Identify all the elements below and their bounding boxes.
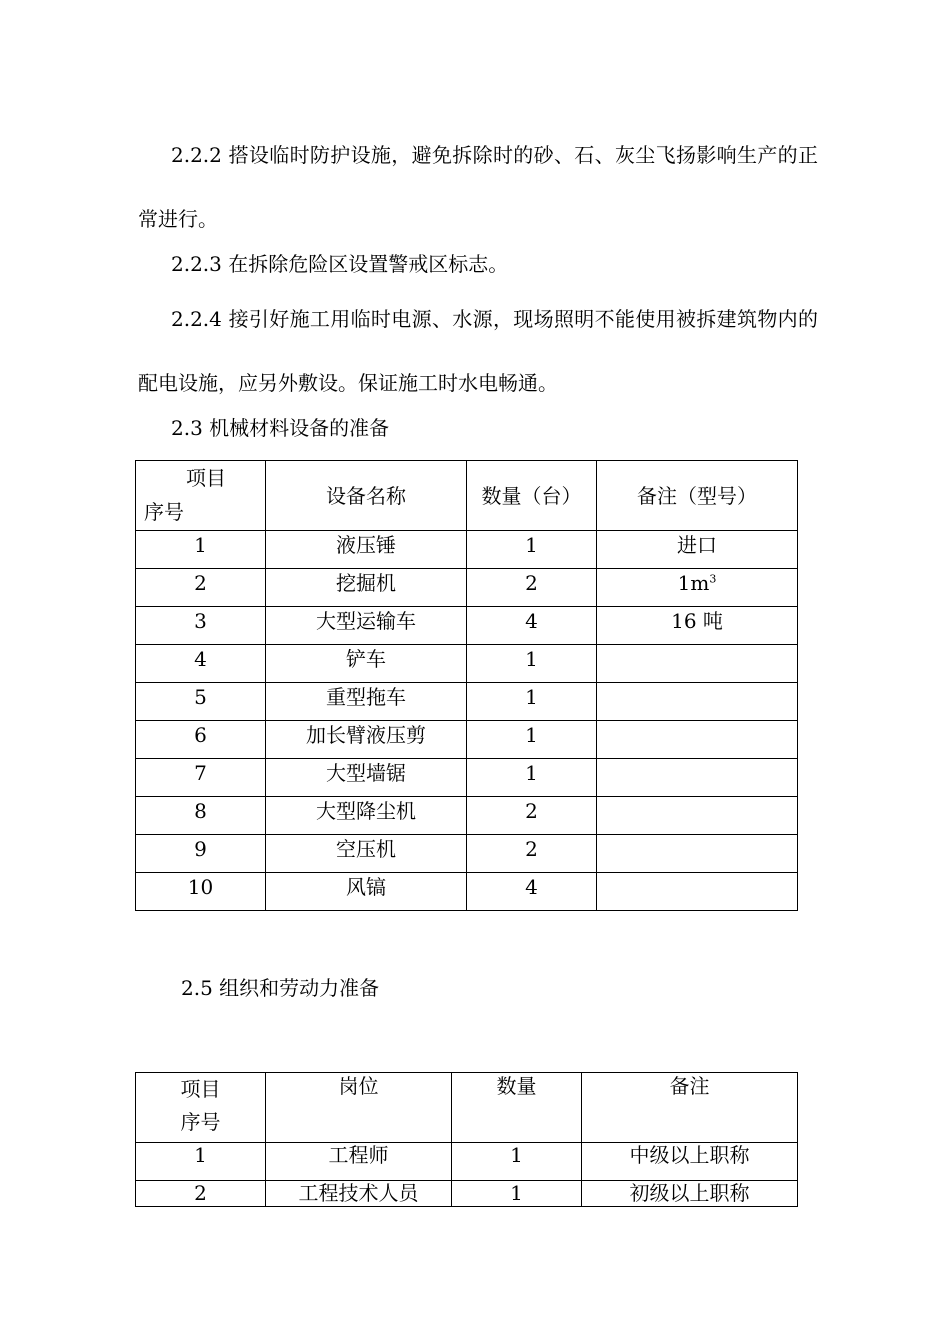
equipment-cell-note <box>597 531 798 569</box>
labor-cell-note: 初级以上职称 <box>582 1181 798 1207</box>
equipment-cell-qty <box>467 721 597 759</box>
table-row <box>136 1181 798 1207</box>
equipment-cell-note <box>597 683 798 721</box>
table-row <box>136 797 798 835</box>
labor-header-post: 岗位 <box>266 1073 452 1143</box>
equipment-cell-qty-text: 2 <box>525 837 538 861</box>
equipment-cell-qty <box>467 873 597 911</box>
equipment-cell-qty-text: 1 <box>525 761 538 785</box>
equipment-cell-qty-text: 2 <box>525 799 538 823</box>
table-row <box>136 569 798 607</box>
equipment-header-name: 设备名称 <box>266 461 467 531</box>
table-row <box>136 759 798 797</box>
equipment-cell-name <box>266 721 467 759</box>
equipment-cell-name-text: 空压机 <box>336 837 396 861</box>
equipment-cell-name-text: 液压锤 <box>336 533 396 557</box>
equipment-cell-name <box>266 569 467 607</box>
equipment-cell-qty <box>467 569 597 607</box>
labor-table-header-row <box>136 1073 798 1143</box>
equipment-header-note: 备注（型号） <box>597 461 798 531</box>
labor-table <box>135 1072 798 1207</box>
table-row <box>136 1143 798 1181</box>
labor-cell-note: 中级以上职称 <box>582 1143 798 1181</box>
equipment-cell-seq-text: 9 <box>194 837 207 861</box>
equipment-cell-note <box>597 797 798 835</box>
equipment-cell-seq-text: 1 <box>194 533 207 557</box>
labor-cell-qty: 1 <box>452 1143 582 1181</box>
equipment-cell-qty <box>467 835 597 873</box>
equipment-table-body <box>136 531 798 911</box>
equipment-cell-seq <box>136 759 266 797</box>
equipment-cell-name <box>266 835 467 873</box>
equipment-cell-qty <box>467 797 597 835</box>
equipment-cell-seq <box>136 683 266 721</box>
equipment-cell-seq <box>136 797 266 835</box>
equipment-cell-note <box>597 721 798 759</box>
labor-cell-post: 工程技术人员 <box>266 1181 452 1207</box>
equipment-cell-note <box>597 759 798 797</box>
header-seq-line1: 项目 <box>186 466 226 490</box>
section-heading-2-5: 2.5 组织和劳动力准备 <box>181 976 380 1000</box>
equipment-cell-seq <box>136 607 266 645</box>
equipment-cell-note-text: 1m <box>677 571 710 595</box>
equipment-table-header-row <box>136 461 798 531</box>
equipment-cell-note <box>597 569 798 607</box>
equipment-cell-seq-text: 5 <box>194 685 207 709</box>
equipment-cell-note-text: 16 吨 <box>671 609 723 633</box>
equipment-cell-name-text: 挖掘机 <box>336 571 396 595</box>
equipment-cell-note <box>597 607 798 645</box>
equipment-cell-seq <box>136 835 266 873</box>
equipment-cell-qty-text: 4 <box>525 609 538 633</box>
equipment-cell-name <box>266 607 467 645</box>
equipment-cell-qty-text: 1 <box>525 685 538 709</box>
labor-cell-seq: 1 <box>136 1143 266 1181</box>
equipment-cell-seq <box>136 645 266 683</box>
unit-superscript: 3 <box>709 572 717 586</box>
equipment-cell-name-text: 重型拖车 <box>326 685 406 709</box>
equipment-cell-qty <box>467 683 597 721</box>
equipment-cell-note <box>597 835 798 873</box>
table-row <box>136 683 798 721</box>
equipment-cell-qty-text: 1 <box>525 647 538 671</box>
equipment-cell-qty <box>467 607 597 645</box>
equipment-cell-note-text: 进口 <box>677 533 717 557</box>
equipment-cell-seq <box>136 569 266 607</box>
equipment-cell-qty-text: 4 <box>525 875 538 899</box>
equipment-cell-name <box>266 873 467 911</box>
equipment-cell-seq-text: 10 <box>187 875 214 899</box>
equipment-cell-name-text: 铲车 <box>346 647 386 671</box>
labor-table-body <box>136 1143 798 1207</box>
equipment-cell-qty-text: 2 <box>525 571 538 595</box>
equipment-cell-name-text: 大型墙锯 <box>326 761 406 785</box>
equipment-cell-qty <box>467 759 597 797</box>
labor-header-qty: 数量 <box>452 1073 582 1143</box>
equipment-cell-seq <box>136 873 266 911</box>
equipment-cell-name <box>266 759 467 797</box>
labor-cell-post: 工程师 <box>266 1143 452 1181</box>
equipment-cell-name-text: 风镐 <box>346 875 386 899</box>
equipment-cell-seq-text: 6 <box>194 723 207 747</box>
paragraph-2-2-4: 2.2.4 接引好施工用临时电源、水源，现场照明不能使用被拆建筑物内的配电设施，应另外敷设。保证施工时水电畅通。 <box>138 307 818 395</box>
equipment-cell-name-text: 大型降尘机 <box>316 799 416 823</box>
equipment-cell-qty <box>467 531 597 569</box>
table-row <box>136 607 798 645</box>
equipment-cell-note <box>597 645 798 683</box>
labor-cell-seq: 2 <box>136 1181 266 1207</box>
equipment-cell-seq <box>136 721 266 759</box>
equipment-cell-name <box>266 797 467 835</box>
paragraph-2-2-3: 2.2.3 在拆除危险区设置警戒区标志。 <box>171 252 509 276</box>
labor-cell-qty: 1 <box>452 1181 582 1207</box>
equipment-cell-note <box>597 873 798 911</box>
header-seq-line2: 序号 <box>180 1110 221 1134</box>
equipment-cell-seq-text: 7 <box>194 761 207 785</box>
equipment-cell-seq-text: 4 <box>194 647 207 671</box>
equipment-cell-name <box>266 531 467 569</box>
equipment-cell-name-text: 大型运输车 <box>316 609 416 633</box>
equipment-cell-name <box>266 683 467 721</box>
equipment-cell-name-text: 加长臂液压剪 <box>306 723 426 747</box>
labor-header-seq <box>136 1073 266 1143</box>
table-row <box>136 531 798 569</box>
header-seq-line1: 项目 <box>180 1077 221 1101</box>
table-row <box>136 645 798 683</box>
section-heading-2-3: 2.3 机械材料设备的准备 <box>171 416 390 440</box>
table-row <box>136 835 798 873</box>
equipment-cell-qty <box>467 645 597 683</box>
equipment-table <box>135 460 798 911</box>
header-seq-line2: 序号 <box>144 500 184 524</box>
table-row <box>136 873 798 911</box>
paragraph-2-2-2: 2.2.2 搭设临时防护设施，避免拆除时的砂、石、灰尘飞扬影响生产的正常进行。 <box>138 143 818 231</box>
equipment-cell-qty-text: 1 <box>525 723 538 747</box>
equipment-cell-seq-text: 2 <box>194 571 207 595</box>
equipment-header-qty: 数量（台） <box>467 461 597 531</box>
table-row <box>136 721 798 759</box>
labor-header-note: 备注 <box>582 1073 798 1143</box>
equipment-cell-seq <box>136 531 266 569</box>
equipment-header-seq <box>136 461 266 531</box>
equipment-cell-name <box>266 645 467 683</box>
equipment-cell-seq-text: 8 <box>194 799 207 823</box>
equipment-cell-seq-text: 3 <box>194 609 207 633</box>
equipment-cell-qty-text: 1 <box>525 533 538 557</box>
